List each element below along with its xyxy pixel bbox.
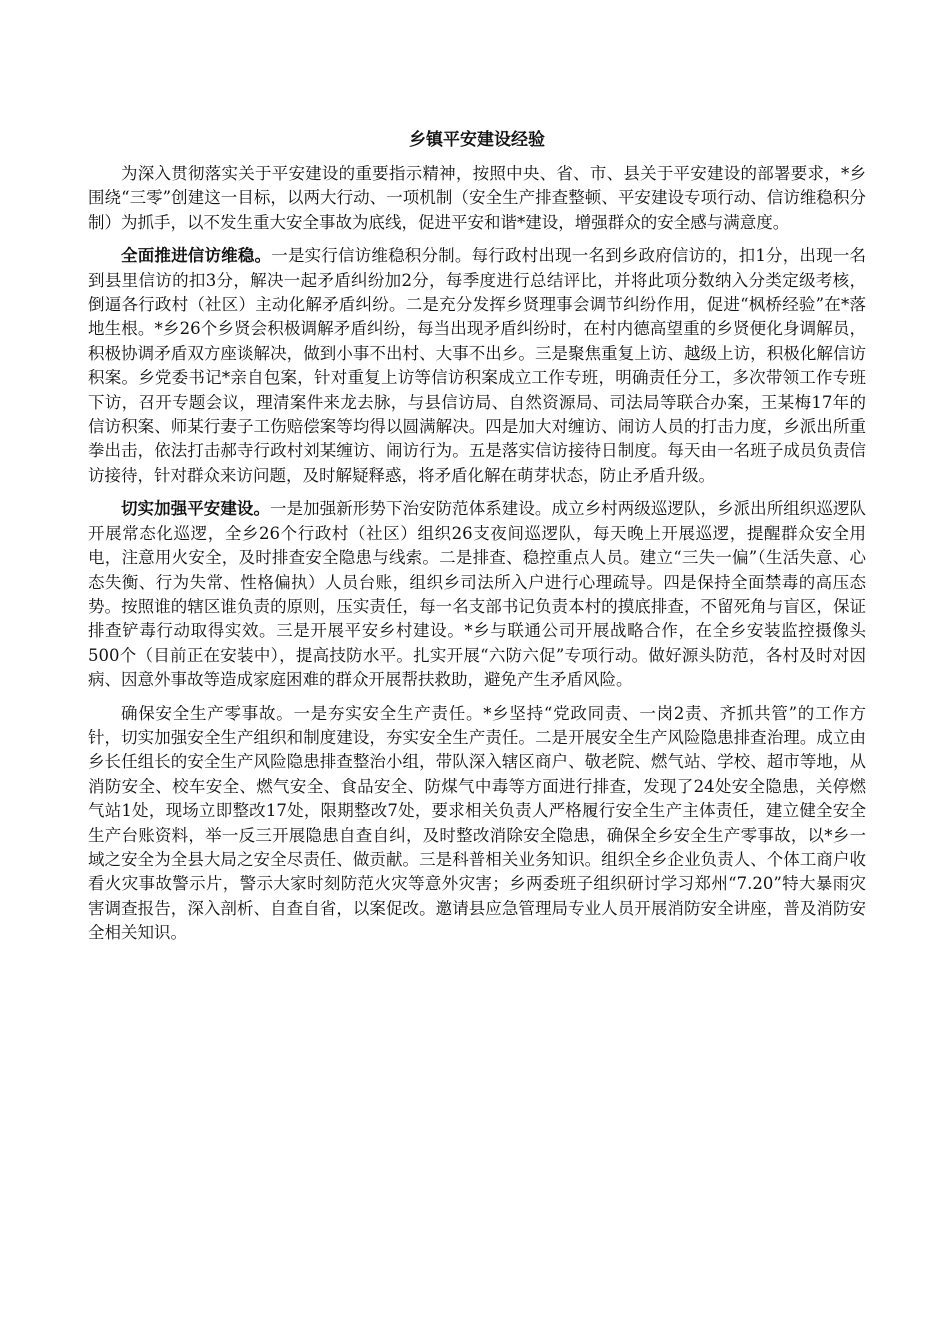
intro-paragraph: 为深入贯彻落实关于平安建设的重要指示精神，按照中央、省、市、县关于平安建设的部署要求，*乡围绕“三零”创建这一目标，以两大行动、一项机制（安全生产排查整顿、平安建设专项行动、信访维稳积分制）为抓手，以不发生重大安全事故为底线，促进平安和谐*建设，增强群众的安全感与满意度。	[88, 164, 866, 232]
section-paragraph-safety-construction	[88, 497, 866, 692]
section-body-petition: 一是实行信访维稳积分制。每行政村出现一名到乡政府信访的，扣1分，出现一名到县里信访的扣3分，解决一起矛盾纠纷加2分，每季度进行总结评比，并将此项分数纳入分类定级考核，倒逼各行政村（社区）主动化解矛盾纠纷。二是充分发挥乡贤理事会调节纠纷作用，促进“枫桥经验”在*落地生根。*乡26个乡贤会积极调解矛盾纠纷，每当出现矛盾纠纷时，在村内德高望重的乡贤便化身调解员，积极协调矛盾双方座谈解决，做到小事不出村、大事不出乡。三是聚焦重复上访、越级上访，积极化解信访积案。乡党委书记*亲自包案，针对重复上访等信访积案成立工作专班，明确责任分工，多次带领工作专班下访，召开专题会议，理清案件来龙去脉，与县信访局、自然资源局、司法局等联合办案，王某梅17年的信访积案、师某行妻子工伤赔偿案等均得以圆满解决。四是加大对缠访、闹访人员的打击力度，乡派出所重拳出击，依法打击郝寺行政村刘某缠访、闹访行为。五是落实信访接待日制度。每天由一名班子成员负责信访接待，针对群众来访问题，及时解疑释惑，将矛盾化解在萌芽状态，防止矛盾升级。	[88, 246, 867, 485]
document-page	[88, 128, 866, 955]
section-heading-safety-construction: 切实加强平安建设。	[121, 499, 271, 519]
section-heading-petition: 全面推进信访维稳。	[121, 246, 272, 266]
section-body-safety-construction: 一是加强新形势下治安防范体系建设。成立乡村两级巡逻队，乡派出所组织巡逻队开展常态化巡逻，全乡26个行政村（社区）组织26支夜间巡逻队，每天晚上开展巡逻，提醒群众安全用电，注意用火安全，及时排查安全隐患与线索。二是排查、稳控重点人员。建立“三失一偏”（生活失意、心态失衡、行为失常、性格偏执）人员台账，组织乡司法所入户进行心理疏导。四是保持全面禁毒的高压态势。按照谁的辖区谁负责的原则，压实责任，每一名支部书记负责本村的摸底排查，不留死角与盲区，保证排查铲毒行动取得实效。三是开展平安乡村建设。*乡与联通公司开展战略合作，在全乡安装监控摄像头500个（目前正在安装中），提高技防水平。扎实开展“六防六促”专项行动。做好源头防范，各村及时对因病、因意外事故等造成家庭困难的群众开展帮扶救助，避免产生矛盾风险。	[88, 499, 867, 690]
section-paragraph-petition	[88, 244, 866, 488]
document-title: 乡镇平安建设经验	[409, 130, 545, 150]
section-body-production-safety: 确保安全生产零事故。一是夯实安全生产责任。*乡坚持“党政同责、一岗2责、齐抓共管”的工作方针，切实加强安全生产组织和制度建设，夯实安全生产责任。二是开展安全生产风险隐患排查治理。成立由乡长任组长的安全生产风险隐患排查整治小组，带队深入辖区商户、敬老院、燃气站、学校、超市等地，从消防安全、校车安全、燃气安全、食品安全、防煤气中毒等方面进行排查，发现了24处安全隐患，关停燃气站1处，现场立即整改17处，限期整改7处，要求相关负责人严格履行安全生产主体责任，建立健全安全生产台账资料，举一反三开展隐患自查自纠，及时整改消除安全隐患，确保全乡安全生产零事故，以*乡一域之安全为全县大局之安全尽责任、做贡献。三是科普相关业务知识。组织全乡企业负责人、个体工商户收看火灾事故警示片，警示大家时刻防范火灾等意外灾害；乡两委班子组织研讨学习郑州“7.20”特大暴雨灾害调查报告，深入剖析、自查自省，以案促改。邀请县应急管理局专业人员开展消防安全讲座，普及消防安全相关知识。	[88, 703, 866, 943]
section-paragraph-production-safety	[88, 702, 866, 946]
